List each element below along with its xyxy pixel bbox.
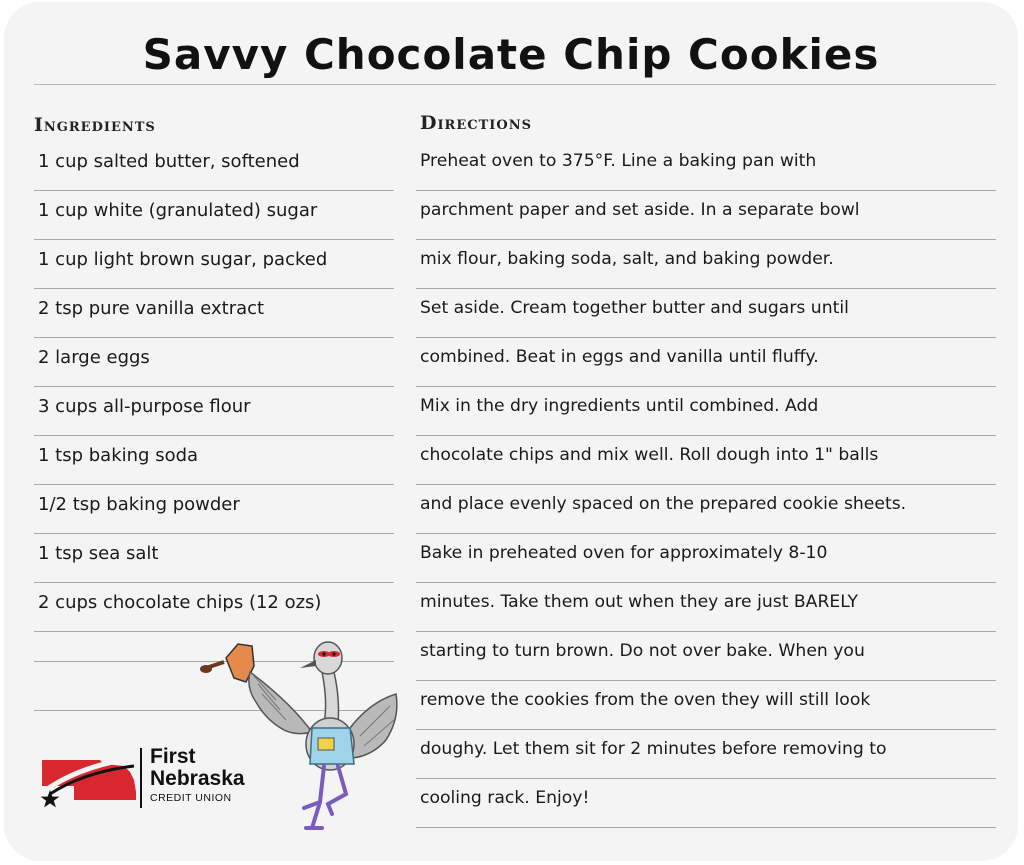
direction-line: starting to turn brown. Do not over bake. When you bbox=[416, 632, 996, 681]
logo-divider bbox=[140, 748, 142, 808]
ingredient-item: 1 cup light brown sugar, packed bbox=[34, 240, 394, 289]
direction-line: Mix in the dry ingredients until combined. Add bbox=[416, 387, 996, 436]
ingredient-item: 2 large eggs bbox=[34, 338, 394, 387]
recipe-title: Savvy Chocolate Chip Cookies bbox=[142, 30, 880, 79]
direction-line: doughy. Let them sit for 2 minutes before removing to bbox=[416, 730, 996, 779]
direction-line: cooling rack. Enjoy! bbox=[416, 779, 996, 828]
direction-line: Bake in preheated oven for approximately 8-10 bbox=[416, 534, 996, 583]
direction-line: remove the cookies from the oven they will still look bbox=[416, 681, 996, 730]
direction-line: Set aside. Cream together butter and sugars until bbox=[416, 289, 996, 338]
ingredients-list bbox=[34, 142, 394, 632]
directions-list bbox=[416, 142, 996, 828]
directions-heading: Directions bbox=[420, 112, 532, 134]
ingredient-item: 1/2 tsp baking powder bbox=[34, 485, 394, 534]
direction-line: chocolate chips and mix well. Roll dough into 1" balls bbox=[416, 436, 996, 485]
ingredient-item: 1 tsp sea salt bbox=[34, 534, 394, 583]
ingredient-item: 1 tsp baking soda bbox=[34, 436, 394, 485]
direction-line: mix flour, baking soda, salt, and baking powder. bbox=[416, 240, 996, 289]
ingredient-item: 2 tsp pure vanilla extract bbox=[34, 289, 394, 338]
logo-first: First bbox=[150, 745, 196, 768]
ingredient-item: 1 cup white (granulated) sugar bbox=[34, 191, 394, 240]
recipe-card bbox=[4, 2, 1018, 861]
direction-line: minutes. Take them out when they are just BARELY bbox=[416, 583, 996, 632]
crane-mascot-illustration bbox=[200, 632, 406, 834]
ingredient-item: 3 cups all-purpose flour bbox=[34, 387, 394, 436]
ingredients-heading: Ingredients bbox=[34, 114, 156, 136]
direction-line: Preheat oven to 375°F. Line a baking pan with bbox=[416, 142, 996, 191]
direction-line: and place evenly spaced on the prepared cookie sheets. bbox=[416, 485, 996, 534]
star-icon bbox=[41, 790, 60, 807]
title-divider bbox=[34, 84, 996, 85]
direction-line: combined. Beat in eggs and vanilla until fluffy. bbox=[416, 338, 996, 387]
nebraska-state-icon bbox=[40, 746, 138, 812]
ingredient-item: 1 cup salted butter, softened bbox=[34, 142, 394, 191]
ingredient-item: 2 cups chocolate chips (12 ozs) bbox=[34, 583, 394, 632]
logo-credit-union: CREDIT UNION bbox=[150, 792, 232, 804]
logo-nebraska: Nebraska bbox=[150, 767, 245, 790]
direction-line: parchment paper and set aside. In a separate bowl bbox=[416, 191, 996, 240]
